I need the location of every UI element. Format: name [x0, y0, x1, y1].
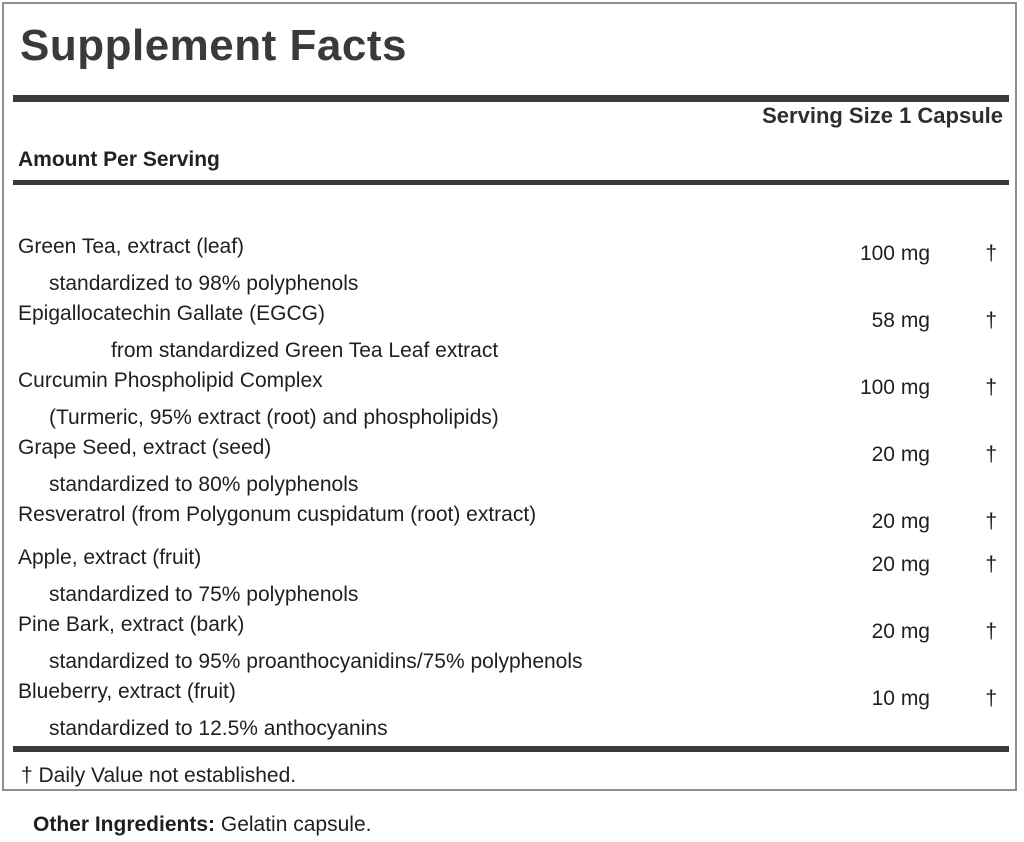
- daily-value-dagger: †: [985, 510, 997, 533]
- ingredient-detail: standardized to 95% proanthocyanidins/75% polyphenols: [49, 650, 583, 673]
- ingredient-row: [18, 435, 1003, 498]
- ingredient-amount: 20 mg: [871, 443, 930, 466]
- daily-value-dagger: †: [985, 309, 997, 332]
- ingredient-amount: 100 mg: [859, 242, 930, 265]
- ingredient-row: [18, 679, 1003, 742]
- other-ingredients-line: [33, 812, 371, 838]
- ingredient-amount: 20 mg: [871, 510, 930, 533]
- ingredient-detail: standardized to 12.5% anthocyanins: [49, 717, 388, 740]
- daily-value-dagger: †: [985, 443, 997, 466]
- daily-value-dagger: †: [985, 620, 997, 643]
- supplement-facts-panel: [2, 2, 1017, 791]
- ingredient-name: Grape Seed, extract (seed): [18, 436, 272, 459]
- other-ingredients-value: Gelatin capsule.: [215, 813, 372, 836]
- ingredient-amount: 20 mg: [871, 620, 930, 643]
- other-ingredients-label: Other Ingredients:: [33, 813, 216, 836]
- daily-value-footnote: † Daily Value not established.: [21, 764, 297, 787]
- ingredient-amount: 100 mg: [859, 376, 930, 399]
- ingredient-name: Pine Bark, extract (bark): [18, 613, 245, 636]
- daily-value-dagger: †: [985, 687, 997, 710]
- ingredient-row: [18, 368, 1003, 431]
- ingredient-name: Green Tea, extract (leaf): [18, 235, 245, 258]
- ingredient-name: Blueberry, extract (fruit): [18, 680, 236, 703]
- ingredient-name: Resveratrol (from Polygonum cuspidatum (root) extract): [18, 503, 537, 526]
- ingredient-row: [18, 234, 1003, 297]
- daily-value-dagger: †: [985, 242, 997, 265]
- amount-per-serving-label: Amount Per Serving: [18, 148, 220, 171]
- ingredient-amount: 58 mg: [871, 309, 930, 332]
- ingredient-detail: standardized to 80% polyphenols: [49, 473, 359, 496]
- panel-title: Supplement Facts: [20, 21, 407, 70]
- ingredient-name: Curcumin Phospholipid Complex: [18, 369, 323, 392]
- divider-footer: [13, 746, 1009, 752]
- ingredient-detail: (Turmeric, 95% extract (root) and phospholipids): [49, 406, 499, 429]
- ingredient-amount: 10 mg: [871, 687, 930, 710]
- divider-header: [13, 180, 1009, 185]
- ingredient-amount: 20 mg: [871, 553, 930, 576]
- ingredient-row: [18, 301, 1003, 364]
- daily-value-dagger: †: [985, 376, 997, 399]
- daily-value-dagger: †: [985, 553, 997, 576]
- serving-size: Serving Size 1 Capsule: [762, 103, 1003, 128]
- ingredient-row: [18, 502, 1003, 533]
- ingredient-row: [18, 545, 1003, 608]
- ingredient-detail: standardized to 98% polyphenols: [49, 272, 359, 295]
- ingredient-detail: standardized to 75% polyphenols: [49, 583, 359, 606]
- ingredient-rows: [18, 234, 1003, 742]
- ingredient-name: Apple, extract (fruit): [18, 546, 202, 569]
- divider-thick-top: [13, 95, 1009, 102]
- ingredient-row: [18, 612, 1003, 675]
- ingredient-detail: from standardized Green Tea Leaf extract: [111, 339, 499, 362]
- ingredient-name: Epigallocatechin Gallate (EGCG): [18, 302, 325, 325]
